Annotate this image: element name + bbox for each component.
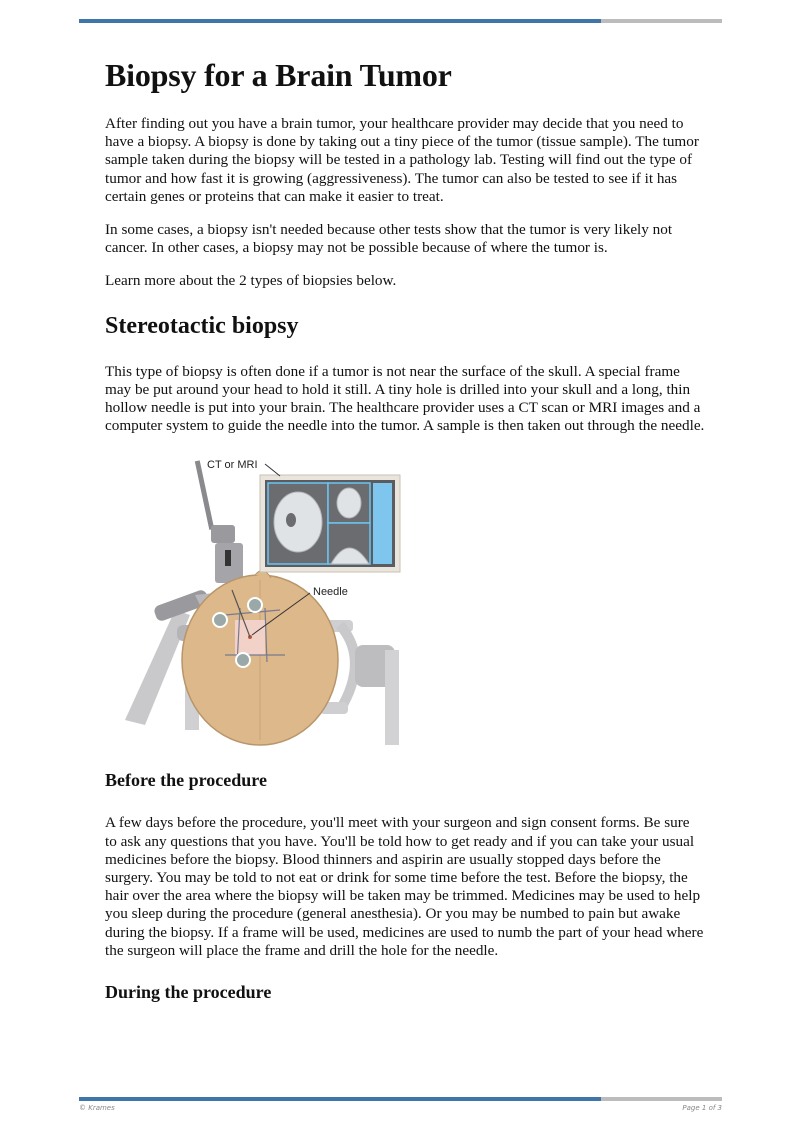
header-rule bbox=[79, 19, 722, 23]
footer-copyright: © Krames bbox=[79, 1104, 115, 1112]
label-needle: Needle bbox=[313, 586, 348, 599]
illustration-svg bbox=[115, 450, 415, 750]
label-ct-or-mri: CT or MRI bbox=[207, 459, 258, 472]
footer-page-number: Page 1 of 3 bbox=[682, 1104, 722, 1112]
section-heading-during: During the procedure bbox=[105, 982, 272, 1003]
header-rule-gray bbox=[601, 19, 722, 23]
page-title: Biopsy for a Brain Tumor bbox=[105, 57, 452, 93]
footer-rule bbox=[79, 1097, 722, 1101]
section-heading-before: Before the procedure bbox=[105, 770, 267, 791]
intro-paragraph-3: Learn more about the 2 types of biopsies below. bbox=[105, 272, 397, 290]
section-heading-stereotactic: Stereotactic biopsy bbox=[105, 312, 299, 339]
footer-rule-blue bbox=[79, 1097, 601, 1101]
stereotactic-paragraph: This type of biopsy is often done if a tumor is not near the surface of the skull. A special frame may be put around your head to hold it still. A tiny hole is drilled into your skull and a long, thin hollow needle is put into your brain. The healthcare provider uses a CT scan or MRI images and a computer system to guide the needle into the tumor. A sample is then taken out through the needle. bbox=[105, 362, 705, 435]
intro-paragraph-1: After finding out you have a brain tumor, your healthcare provider may decide that you need to have a biopsy. A biopsy is done by taking out a tiny piece of the tumor (tissue sample). The tumor sample taken during the biopsy will be tested in a pathology lab. Testing will find out the type of tumor and how fast it is growing (aggressiveness). The tumor can also be tested to see if it has certain genes or proteins that can make it easier to treat. bbox=[105, 115, 699, 205]
footer-rule-gray bbox=[601, 1097, 722, 1101]
intro-paragraph-2: In some cases, a biopsy isn't needed because other tests show that the tumor is very likely not cancer. In other cases, a biopsy may not be possible because of where the tumor is. bbox=[105, 221, 673, 257]
document-body bbox=[105, 55, 705, 1026]
header-rule-blue bbox=[79, 19, 601, 23]
stereotactic-biopsy-illustration bbox=[115, 450, 415, 750]
before-paragraph: A few days before the procedure, you'll meet with your surgeon and sign consent forms. Be sure to ask any questions that you have. You'll be told how to get ready and if you can take your usual medicines before the biopsy. Blood thinners and aspirin are usually stopped days before the surgery. You may be told to not eat or drink for some time before the test. Before the biopsy, the hair over the area where the biopsy will be taken may be trimmed. Medicines may be used to help you sleep during the procedure (general anesthesia). Or you may be numbed to pain but awake during the biopsy. If a frame will be used, medicines are used to numb the part of your head where the surgeon will place the frame and drill the hole for the needle. bbox=[105, 814, 704, 959]
